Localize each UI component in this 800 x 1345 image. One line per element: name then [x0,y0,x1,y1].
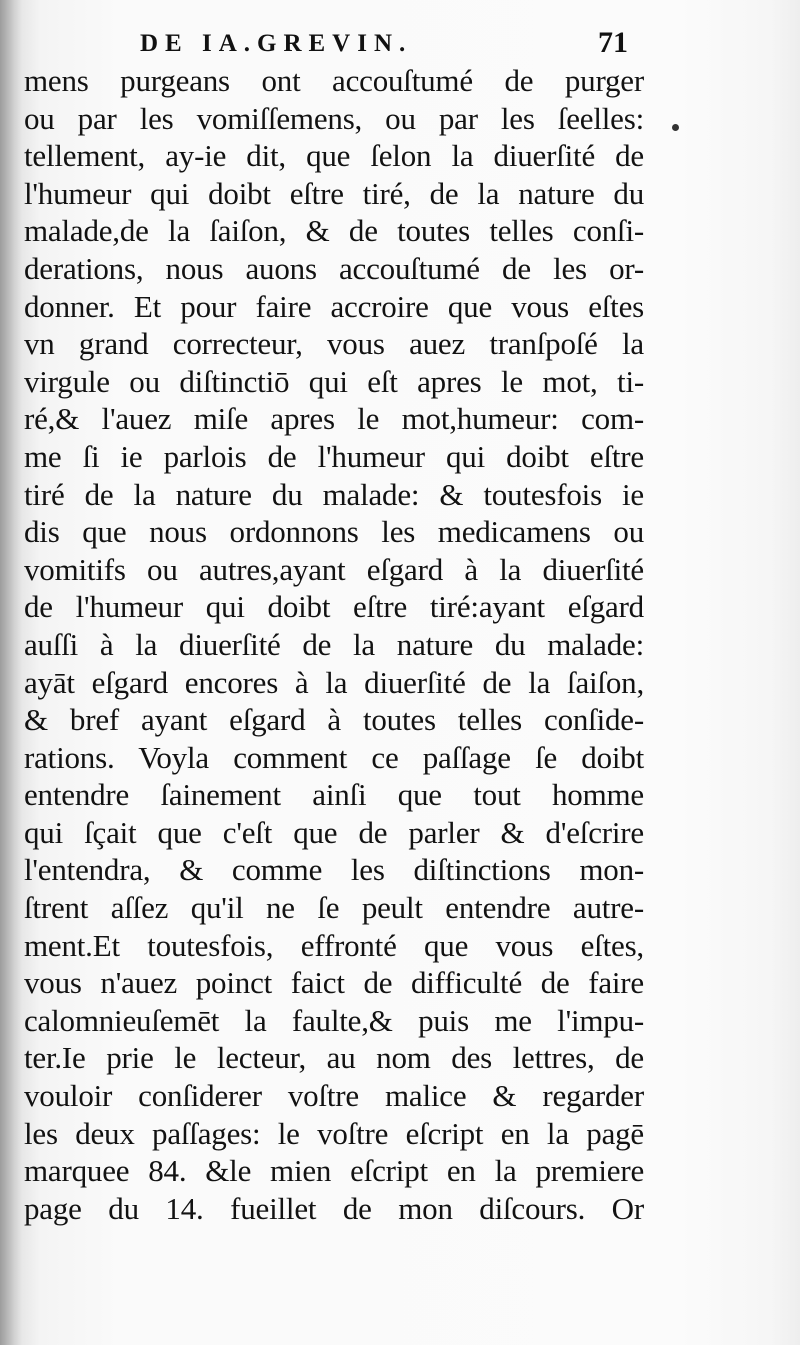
text-line: malade,de la ſaiſon, & de toutes telles conſi- [24,213,644,249]
text-line: ment.Et toutesfois, effronté que vous eſtes, [24,927,644,963]
text-line: auſſi à la diuerſité de la nature du malade: [24,626,644,662]
text-line: derations, nous auons accouſtumé de les or- [24,250,644,286]
binding-gutter-shadow [0,0,22,1345]
text-line: ré,& l'auez miſe apres le mot,humeur: com- [24,401,644,437]
text-line: ſtrent aſſez qu'il ne ſe peult entendre autre- [24,890,644,926]
text-line: marquee 84. &le mien eſcript en la premiere [24,1153,644,1189]
text-line: tiré de la nature du malade: & toutesfois ie [24,476,644,512]
text-line: vn grand correcteur, vous auez tranſpoſé la [24,326,644,362]
text-line: rations. Voyla comment ce paſſage ſe doibt [24,739,644,775]
body-text [24,62,644,1227]
text-line: calomnieuſemēt la faulte,& puis me l'impu- [24,1002,644,1038]
text-line: donner. Et pour faire accroire que vous eſtes [24,288,644,324]
text-line: les deux paſſages: le voſtre eſcript en la pagē [24,1115,644,1151]
page-number: 71 [598,26,628,59]
text-line: & bref ayant eſgard à toutes telles conſide- [24,702,644,738]
text-line: vous n'auez poinct faict de difficulté de faire [24,965,644,1001]
text-line: ayāt eſgard encores à la diuerſité de la ſaiſon, [24,664,644,700]
ink-speck [672,124,679,131]
text-line: dis que nous ordonnons les medicamens ou [24,514,644,550]
text-line: ou par les vomiſſemens, ou par les ſeelles: [24,100,644,136]
text-line: de l'humeur qui doibt eſtre tiré:ayant eſgard [24,589,644,625]
text-line: mens purgeans ont accouſtumé de purger [24,63,644,98]
text-line: qui ſçait que c'eſt que de parler & d'eſcrire [24,814,644,850]
text-line: ter.Ie prie le lecteur, au nom des lettres, de [24,1040,644,1076]
text-line: l'humeur qui doibt eſtre tiré, de la nature du [24,175,644,211]
page-header [140,26,640,64]
text-line: virgule ou diſtinctiō qui eſt apres le mot, ti- [24,363,644,399]
text-line: vomitifs ou autres,ayant eſgard à la diuerſité [24,551,644,587]
text-line: tellement, ay-ie dit, que ſelon la diuerſité de [24,138,644,174]
text-line: me ſi ie parlois de l'humeur qui doibt eſtre [24,438,644,474]
text-line: vouloir conſiderer voſtre malice & regarder [24,1078,644,1114]
text-line: l'entendra, & comme les diſtinctions mon- [24,852,644,888]
text-line: entendre ſainement ainſi que tout homme [24,777,644,813]
running-head: DE IA.GREVIN. [140,30,413,57]
text-line: page du 14. fueillet de mon diſcours. Or [24,1190,644,1226]
